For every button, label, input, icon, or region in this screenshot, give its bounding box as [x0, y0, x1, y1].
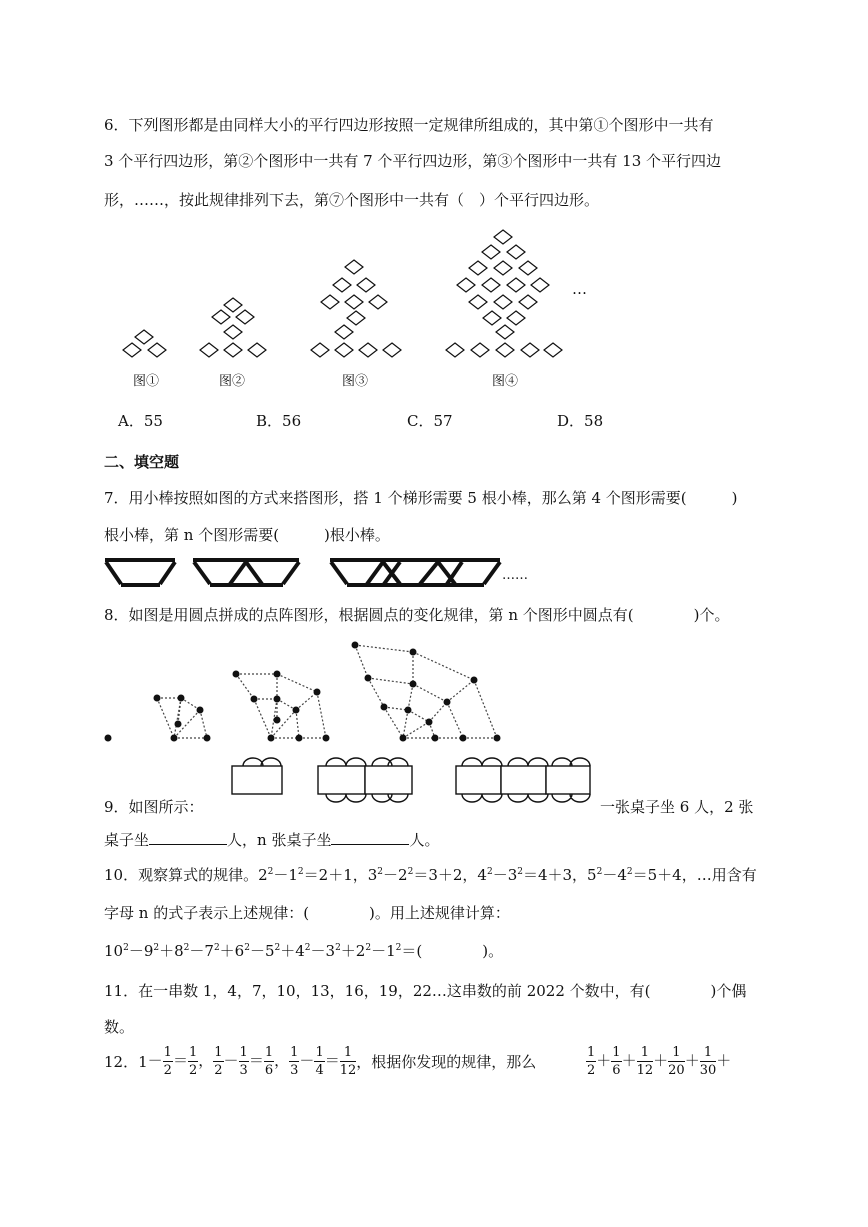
- parallelogram: [224, 325, 242, 339]
- lattice-dot: [471, 677, 478, 684]
- lattice-dot: [460, 735, 467, 742]
- lattice-dot: [293, 707, 300, 714]
- parallelogram: [496, 325, 514, 339]
- parallelogram: [544, 343, 562, 357]
- lattice-dot: [197, 707, 204, 714]
- lattice-dot: [274, 717, 281, 724]
- q6-line-3: 形，……，按此规律排列下去，第⑦个图形中一共有（ ）个平行四边形。: [104, 191, 600, 209]
- lattice-dot: [274, 671, 281, 678]
- figure-label-1: 图①: [133, 374, 160, 389]
- lattice-dot: [410, 649, 417, 656]
- option-d[interactable]: D．58: [557, 412, 604, 430]
- parallelogram: [507, 278, 525, 292]
- fraction: $\frac{1}{12}$: [636, 1045, 654, 1078]
- parallelogram: [335, 325, 353, 339]
- lattice-dot: [233, 671, 240, 678]
- option-c[interactable]: C．57: [407, 412, 453, 430]
- figure-label-3: 图③: [342, 374, 369, 389]
- parallelogram: [224, 343, 242, 357]
- lattice-dot: [405, 707, 412, 714]
- parallelogram: [212, 310, 230, 324]
- parallelogram: [457, 278, 475, 292]
- q10-line-3: $10^2-9^2+8^2-7^2+6^2-5^2+4^2-3^2+2^2-1^2=$( )。: [104, 942, 504, 960]
- parallelogram: [335, 343, 353, 357]
- figure-label-4: 图④: [492, 374, 519, 389]
- parallelogram: [333, 278, 351, 292]
- q7-ellipsis: ……: [502, 568, 528, 583]
- fraction: $\frac{1}{12}$: [339, 1045, 357, 1078]
- lattice-dot: [400, 735, 407, 742]
- lattice-dot: [323, 735, 330, 742]
- parallelogram: [483, 311, 501, 325]
- fraction: $\frac{1}{2}$: [188, 1045, 198, 1078]
- lattice-dot: [175, 721, 182, 728]
- parallelogram: [482, 245, 500, 259]
- parallelogram: [359, 343, 377, 357]
- parallelogram: [224, 298, 242, 312]
- stick-trapezoids: [0, 555, 868, 595]
- parallelogram: [311, 343, 329, 357]
- parallelogram: [383, 343, 401, 357]
- q7-line-1: 7．用小棒按照如图的方式来搭图形，搭 1 个梯形需要 5 根小棒，那么第 4 个图形需要( ): [104, 489, 738, 507]
- q10-line-1: 10．观察算式的规律。$2^2-1^2=2+1$，$3^2-2^2=3+2$，$4^2-3^2=4+3$，$5^2-4^2=5+4$，…用含有: [104, 866, 757, 884]
- answer-blank-1[interactable]: [149, 830, 227, 845]
- parallelogram: [135, 330, 153, 344]
- figure-ellipsis: …: [572, 280, 587, 298]
- parallelogram: [200, 343, 218, 357]
- fraction: $\frac{1}{20}$: [668, 1045, 685, 1078]
- parallelogram: [519, 261, 537, 275]
- option-a[interactable]: A．55: [118, 412, 163, 430]
- q9-line-2: [104, 829, 439, 850]
- parallelogram: [494, 295, 512, 309]
- q9-text-a: 桌子坐: [104, 831, 150, 849]
- dot-lattice-figures: [0, 630, 868, 750]
- q9-suffix: 一张桌子坐 6 人，2 张: [600, 798, 754, 816]
- parallelogram: [507, 245, 525, 259]
- fraction: $\frac{1}{2}$: [163, 1045, 172, 1078]
- parallelogram: [369, 295, 387, 309]
- q9-prefix: 9．如图所示：: [104, 798, 204, 816]
- parallelogram: [148, 343, 166, 357]
- parallelogram: [236, 310, 254, 324]
- lattice-dot: [268, 735, 275, 742]
- parallelogram: [446, 343, 464, 357]
- lattice-dot: [154, 695, 161, 702]
- parallelogram: [519, 295, 537, 309]
- parallelogram-figures: [0, 0, 868, 400]
- parallelogram: [521, 343, 539, 357]
- q11-line-2: 数。: [104, 1018, 135, 1036]
- q12-text: ，根据你发现的规律，那么: [356, 1053, 537, 1071]
- q9-text-b: 人，n 张桌子坐: [227, 831, 332, 849]
- parallelogram: [123, 343, 141, 357]
- fraction: $\frac{1}{4}$: [315, 1045, 324, 1078]
- parallelogram: [321, 295, 339, 309]
- lattice-dot: [365, 675, 372, 682]
- q12-line: 12．1－ $\frac{1}{2}$ ＝ $\frac{1}{2}$ ， $\frac{1}{2}$ － $\frac{1}{3}$ ＝ $\frac{1}{6}$ ， $\frac{1}{3}$ － $\frac{1}{4}$ ＝ $\frac{1}{12}$ ，根据你发现的规律，那么: [104, 1045, 537, 1078]
- lattice-dot: [296, 735, 303, 742]
- lattice-dot: [381, 704, 388, 711]
- fraction: $\frac{1}{3}$: [239, 1045, 248, 1078]
- fraction: $\frac{1}{30}$: [699, 1045, 717, 1078]
- q8-line-1: 8．如图是用圆点拼成的点阵图形，根据圆点的变化规律，第 n 个图形中圆点有( )个。: [104, 606, 730, 624]
- lattice-dot: [426, 719, 433, 726]
- figure-label-2: 图②: [219, 374, 246, 389]
- q12-sum: $\frac{1}{2}$ ＋ $\frac{1}{6}$ ＋ $\frac{1}{12}$ ＋ $\frac{1}{20}$ ＋ $\frac{1}{30}$ ＋: [587, 1045, 732, 1078]
- fraction: $\frac{1}{6}$: [264, 1045, 274, 1078]
- lattice-dot: [105, 735, 112, 742]
- q11-line-1: 11．在一串数 1，4，7，10，13，16，19，22…这串数的前 2022 个数中，有( )个偶: [104, 982, 747, 1000]
- lattice-dot: [204, 735, 211, 742]
- parallelogram: [471, 343, 489, 357]
- lattice-dot: [494, 735, 501, 742]
- parallelogram: [482, 278, 500, 292]
- lattice-dot: [444, 699, 451, 706]
- parallelogram: [494, 230, 512, 244]
- answer-blank-2[interactable]: [331, 830, 409, 845]
- q9-text-c: 人。: [409, 831, 440, 849]
- parallelogram: [531, 278, 549, 292]
- lattice-dot: [178, 695, 185, 702]
- lattice-dot: [432, 735, 439, 742]
- parallelogram: [507, 311, 525, 325]
- section-title: 二、填空题: [104, 453, 180, 471]
- parallelogram: [345, 260, 363, 274]
- lattice-dot: [171, 735, 178, 742]
- q12-prefix: 12．1: [104, 1053, 148, 1071]
- lattice-dot: [352, 642, 359, 649]
- q10-line-2: 字母 n 的式子表示上述规律：( )。用上述规律计算：: [104, 904, 510, 922]
- option-b[interactable]: B．56: [256, 412, 302, 430]
- q7-line-2: 根小棒，第 n 个图形需要( )根小棒。: [104, 526, 390, 544]
- q6-line-1: 6．下列图形都是由同样大小的平行四边形按照一定规律所组成的，其中第①个图形中一共有: [104, 116, 714, 134]
- parallelogram: [248, 343, 266, 357]
- parallelogram: [494, 261, 512, 275]
- parallelogram: [469, 261, 487, 275]
- q6-line-2: 3 个平行四边形，第②个图形中一共有 7 个平行四边形，第③个图形中一共有 13 个平行四边: [104, 152, 722, 170]
- parallelogram: [345, 295, 363, 309]
- lattice-dot: [274, 696, 281, 703]
- parallelogram: [496, 343, 514, 357]
- lattice-dot: [251, 696, 258, 703]
- lattice-dot: [314, 689, 321, 696]
- parallelogram: [469, 295, 487, 309]
- fraction: $\frac{1}{2}$: [214, 1045, 223, 1078]
- fraction: $\frac{1}{3}$: [290, 1045, 299, 1078]
- lattice-dot: [410, 681, 417, 688]
- fraction: $\frac{1}{6}$: [612, 1045, 621, 1078]
- parallelogram: [357, 278, 375, 292]
- fraction: $\frac{1}{2}$: [587, 1045, 596, 1078]
- parallelogram: [347, 311, 365, 325]
